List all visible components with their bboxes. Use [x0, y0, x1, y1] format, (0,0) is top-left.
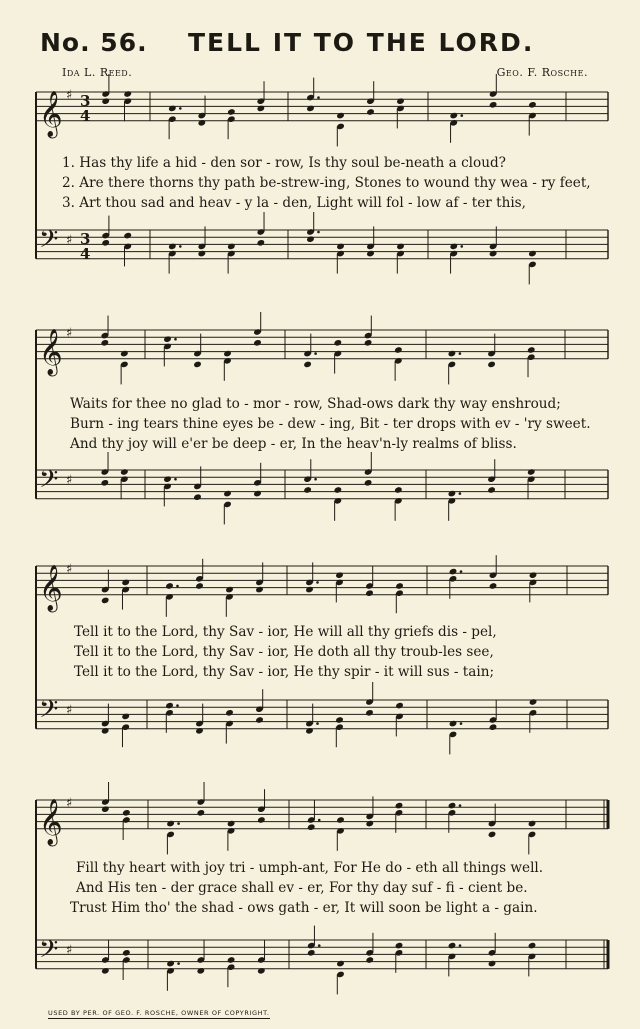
note-head — [449, 568, 458, 576]
lyric-line: Trust Him tho' the shad - ows gath - er, It will soon be light a - gain. — [70, 900, 538, 916]
lyricist-credit: Ida L. Reed. — [62, 66, 133, 79]
note-head — [528, 101, 537, 109]
sharp-icon: ♯ — [66, 88, 73, 103]
note-head — [195, 582, 204, 590]
dot — [314, 478, 317, 481]
note-head — [335, 571, 344, 579]
note-head — [121, 713, 130, 721]
sharp-icon: ♯ — [66, 943, 73, 958]
hymn-title: TELL IT TO THE LORD. — [188, 28, 535, 57]
note-head — [163, 335, 172, 343]
note-head — [198, 250, 207, 258]
lyric-line: Burn - ing tears thine eyes be - dew - ing, Bit - ter drops with ev - 'ry sweet. — [70, 416, 591, 432]
dot — [179, 107, 182, 110]
note-head — [336, 960, 345, 968]
lyric-line: Fill thy heart with joy tri - umph-ant, For He do - eth all things well. — [76, 860, 544, 876]
note-head — [227, 820, 236, 828]
note-head — [305, 727, 314, 735]
treble-clef-icon: 𝄞 — [39, 328, 63, 375]
note-head — [336, 112, 345, 120]
note-head — [489, 101, 498, 109]
note-head — [101, 727, 110, 735]
note-head — [165, 702, 174, 710]
note-head — [198, 119, 207, 127]
note-head — [193, 361, 202, 369]
note-head — [449, 243, 458, 251]
note-head — [448, 942, 457, 950]
note-head — [257, 967, 266, 975]
note-head — [306, 235, 315, 243]
note-head — [223, 350, 232, 358]
note-head — [257, 105, 266, 113]
treble-clef-icon: 𝄞 — [39, 564, 63, 611]
lyric-line: And His ten - der grace shall ev - er, For thy day suf - fi - cient be. — [76, 880, 528, 896]
dot — [314, 352, 317, 355]
lyric-line: Waits for thee no glad to - mor - row, Shad-ows dark thy way enshroud; — [70, 396, 561, 412]
note-head — [365, 589, 374, 597]
note-head — [166, 960, 175, 968]
dot — [318, 944, 321, 947]
time-signature: 3 — [80, 92, 91, 110]
note-head — [365, 820, 374, 828]
time-signature: 4 — [80, 106, 91, 125]
note-head — [364, 479, 373, 487]
note-head — [101, 967, 110, 975]
note-head — [528, 250, 537, 258]
dot — [459, 944, 462, 947]
dot — [174, 338, 177, 341]
dot — [459, 804, 462, 807]
note-head — [121, 579, 130, 587]
note-head — [255, 586, 264, 594]
note-head — [305, 586, 314, 594]
note-head — [101, 479, 110, 487]
treble-clef-icon: 𝄞 — [39, 798, 63, 845]
note-head — [528, 942, 537, 950]
dot — [459, 352, 462, 355]
note-head — [257, 816, 266, 824]
time-signature: 3 — [80, 230, 91, 248]
lyric-line: 2. Are there thorns thy path be-strew-ing, Stones to wound thy wea - ry feet, — [62, 175, 591, 191]
note-head — [394, 486, 403, 494]
note-head — [395, 802, 404, 810]
lyric-line: 3. Art thou sad and heav - y la - den, Light will fol - low af - ter this, — [62, 195, 526, 211]
note-head — [448, 490, 457, 498]
note-head — [334, 339, 343, 347]
note-head — [489, 250, 498, 258]
note-head — [101, 805, 110, 813]
note-head — [488, 960, 497, 968]
dot — [176, 704, 179, 707]
note-head — [528, 820, 537, 828]
lyric-line: Tell it to the Lord, thy Sav - ior, He will all thy griefs dis - pel, — [74, 624, 497, 640]
note-head — [449, 720, 458, 728]
note-head — [120, 468, 129, 476]
note-head — [364, 339, 373, 347]
dot — [460, 570, 463, 573]
note-head — [120, 350, 129, 358]
note-head — [448, 350, 457, 358]
note-head — [193, 493, 202, 501]
note-head — [165, 582, 174, 590]
note-head — [227, 108, 236, 116]
dot — [316, 722, 319, 725]
note-head — [101, 597, 110, 605]
dot — [316, 581, 319, 584]
note-head — [306, 105, 315, 113]
note-head — [123, 232, 132, 240]
note-head — [336, 816, 345, 824]
note-head — [227, 243, 236, 251]
note-head — [303, 486, 312, 494]
sharp-icon: ♯ — [66, 326, 73, 341]
sharp-icon: ♯ — [66, 703, 73, 718]
note-head — [225, 586, 234, 594]
note-head — [336, 243, 345, 251]
note-head — [225, 709, 234, 717]
dot — [460, 245, 463, 248]
copyright-footer: USED BY PER. OF GEO. F. ROSCHE, OWNER OF COPYRIGHT. — [48, 1009, 270, 1017]
dot — [460, 722, 463, 725]
note-head — [122, 809, 131, 817]
note-head — [395, 942, 404, 950]
dot — [174, 478, 177, 481]
note-head — [197, 809, 206, 817]
note-head — [223, 490, 232, 498]
dot — [317, 231, 320, 234]
note-head — [335, 716, 344, 724]
note-head — [489, 723, 498, 731]
note-head — [197, 967, 206, 975]
note-head — [253, 339, 262, 347]
hymn-number: No. 56. — [40, 28, 148, 57]
dot — [317, 96, 320, 99]
sharp-icon: ♯ — [66, 473, 73, 488]
sharp-icon: ♯ — [66, 796, 73, 811]
note-head — [449, 112, 458, 120]
note-head — [527, 468, 536, 476]
dot — [177, 822, 180, 825]
note-head — [487, 486, 496, 494]
note-head — [488, 831, 497, 839]
note-head — [195, 727, 204, 735]
note-head — [487, 361, 496, 369]
note-head — [366, 108, 375, 116]
dot — [177, 962, 180, 965]
lyric-line: And thy joy will e'er be deep - er, In the heav'n-ly realms of bliss. — [70, 436, 517, 452]
dot — [459, 492, 462, 495]
bass-clef-icon: 𝄢 — [39, 465, 59, 500]
note-head — [395, 582, 404, 590]
note-head — [529, 698, 538, 706]
note-head — [253, 490, 262, 498]
note-head — [255, 716, 264, 724]
note-head — [489, 582, 498, 590]
composer-credit: Geo. F. Rosche. — [496, 66, 588, 79]
dot — [176, 585, 179, 588]
note-head — [101, 339, 110, 347]
note-head — [365, 956, 374, 964]
note-head — [529, 571, 538, 579]
bass-clef-icon: 𝄢 — [39, 935, 59, 970]
lyric-line: Tell it to the Lord, thy Sav - ior, He doth all thy troub-les see, — [74, 644, 494, 660]
treble-clef-icon: 𝄞 — [39, 90, 63, 137]
dot — [318, 819, 321, 822]
sharp-icon: ♯ — [66, 233, 73, 248]
note-head — [166, 820, 175, 828]
note-head — [396, 97, 405, 105]
note-head — [101, 97, 110, 105]
note-head — [395, 702, 404, 710]
note-head — [396, 243, 405, 251]
note-head — [168, 105, 177, 113]
note-head — [257, 239, 266, 247]
note-head — [303, 361, 312, 369]
sharp-icon: ♯ — [66, 562, 73, 577]
note-head — [527, 346, 536, 354]
dot — [460, 114, 463, 117]
time-signature: 4 — [80, 244, 91, 263]
note-head — [394, 346, 403, 354]
dot — [179, 245, 182, 248]
bass-clef-icon: 𝄢 — [39, 695, 59, 730]
lyric-line: Tell it to the Lord, thy Sav - ior, He thy spir - it will sus - tain; — [74, 664, 495, 680]
lyric-line: 1. Has thy life a hid - den sor - row, Is thy soul be-neath a cloud? — [62, 155, 506, 171]
note-head — [123, 90, 132, 98]
note-head — [448, 802, 457, 810]
note-head — [168, 243, 177, 251]
bass-clef-icon: 𝄢 — [39, 225, 59, 260]
note-head — [227, 956, 236, 964]
note-head — [366, 250, 375, 258]
note-head — [101, 239, 110, 247]
note-head — [365, 709, 374, 717]
note-head — [334, 486, 343, 494]
note-head — [307, 823, 316, 831]
note-head — [163, 475, 172, 483]
note-head — [122, 949, 131, 957]
note-head — [307, 949, 316, 957]
